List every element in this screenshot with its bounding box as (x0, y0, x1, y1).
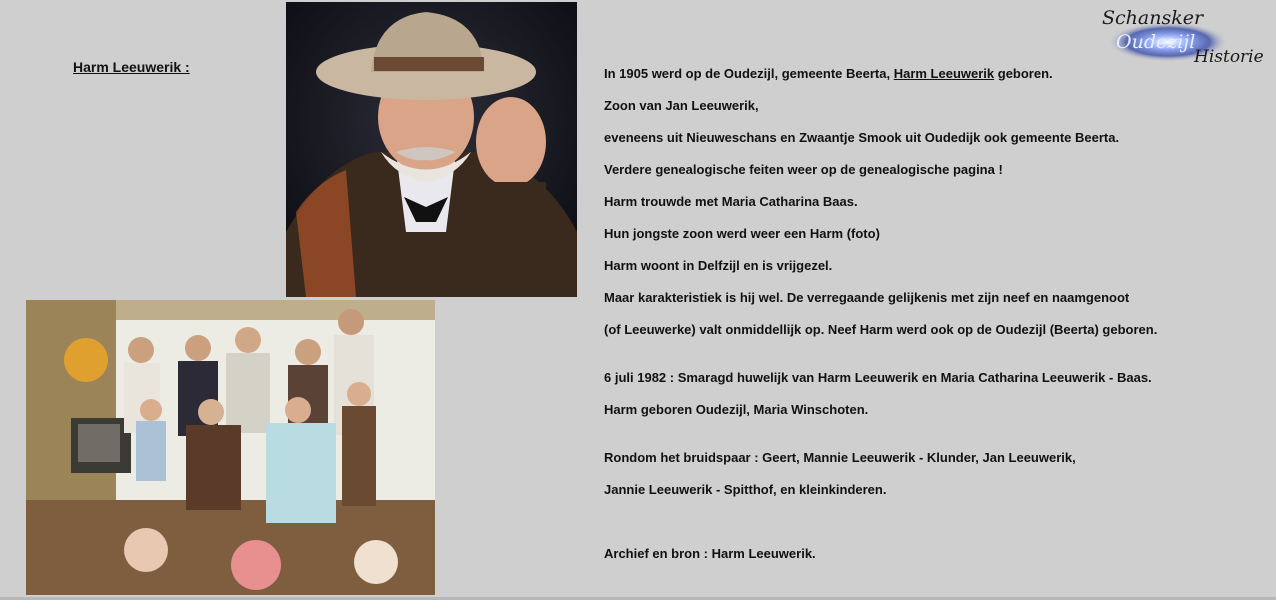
source-line: Archief en bron : Harm Leeuwerik. (604, 546, 816, 561)
bio-line-2: Zoon van Jan Leeuwerik, (604, 98, 759, 113)
logo-text-oudezijl: Oudezijl (1116, 31, 1196, 53)
site-logo[interactable] (1098, 4, 1270, 66)
bio-line-3: eveneens uit Nieuweschans en Zwaantje Smook uit Oudedijk ook gemeente Beerta. (604, 130, 1120, 145)
family-photo (26, 300, 435, 595)
family-line-2: Jannie Leeuwerik - Spitthof, en kleinkinderen. (604, 482, 887, 497)
bio-line-7: Harm woont in Delfzijl en is vrijgezel. (604, 258, 833, 273)
bio-paragraph (604, 58, 1264, 346)
bio-line-1 (604, 58, 1264, 90)
wedding-line-1: 6 juli 1982 : Smaragd huwelijk van Harm Leeuwerik en Maria Catharina Leeuwerik - Baas. (604, 370, 1152, 385)
wedding-paragraph (604, 362, 1264, 426)
portrait-photo (286, 2, 577, 297)
bio-line-8: Maar karakteristiek is hij wel. De verregaande gelijkenis met zijn neef en naamgenoot (604, 290, 1130, 305)
bio-line-9: (of Leeuwerke) valt onmiddellijk op. Neef Harm werd ook op de Oudezijl (Beerta) geboren. (604, 322, 1158, 337)
bio-line-1-prefix: In 1905 werd op de Oudezijl, gemeente Beerta, (604, 66, 894, 81)
family-line-1: Rondom het bruidspaar : Geert, Mannie Leeuwerik - Klunder, Jan Leeuwerik, (604, 450, 1076, 465)
family-paragraph (604, 442, 1264, 506)
bio-line-4: Verdere genealogische feiten weer op de genealogische pagina ! (604, 162, 1003, 177)
source-paragraph (604, 538, 1264, 570)
harm-leeuwerik-link[interactable]: Harm Leeuwerik (893, 66, 995, 81)
page-title: Harm Leeuwerik : (73, 59, 190, 75)
bio-line-5: Harm trouwde met Maria Catharina Baas. (604, 194, 858, 209)
bio-line-6: Hun jongste zoon werd weer een Harm (foto) (604, 226, 880, 241)
logo-text-schansker: Schansker (1102, 7, 1204, 29)
wedding-line-2: Harm geboren Oudezijl, Maria Winschoten. (604, 402, 869, 417)
bio-line-1-suffix: geboren. (994, 66, 1053, 81)
logo-text-historie: Historie (1194, 47, 1264, 66)
